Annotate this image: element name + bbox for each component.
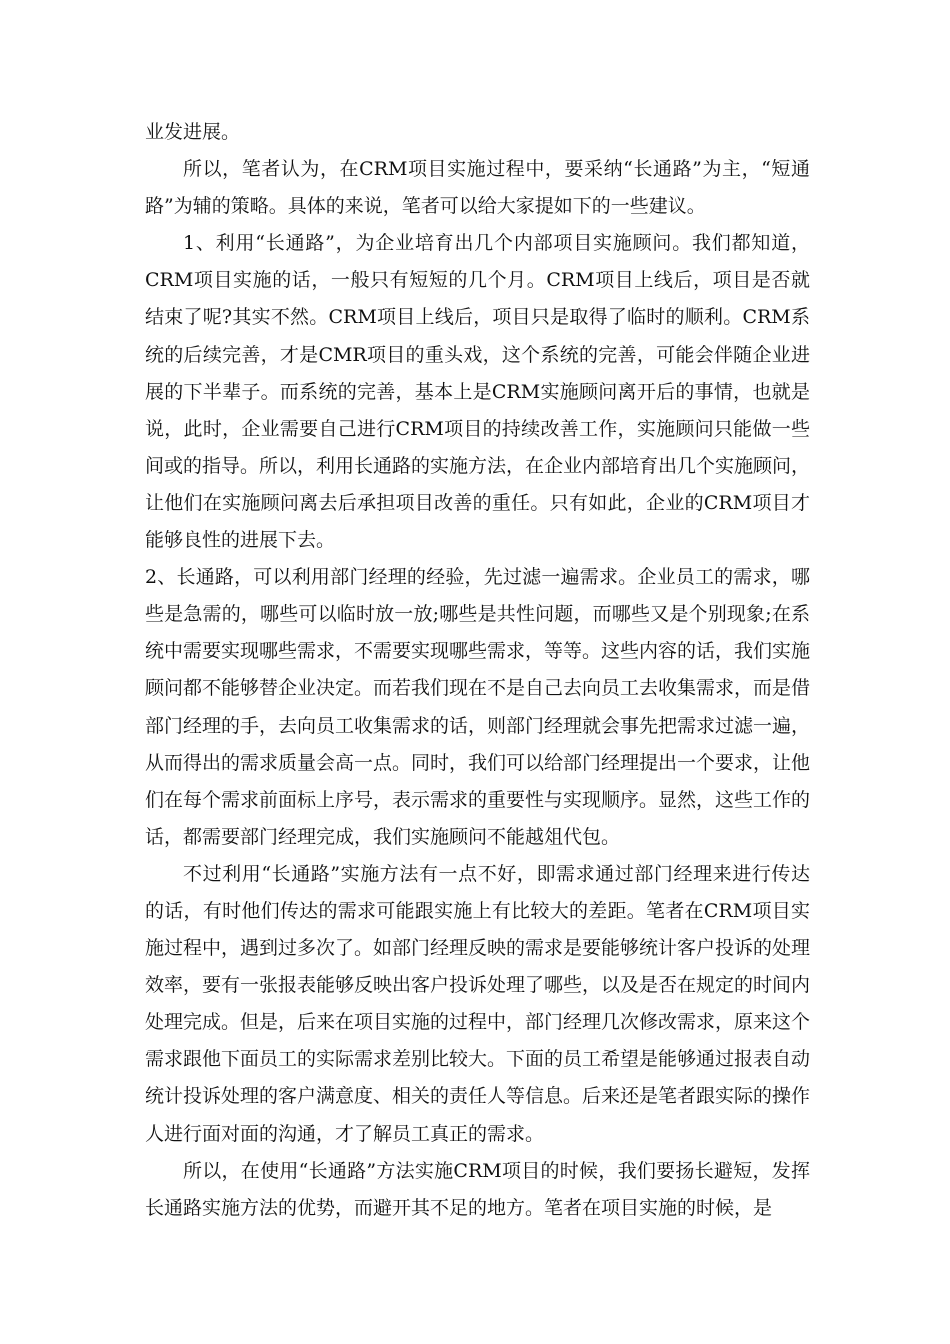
paragraph-continuation: 业发进展。 [145,121,241,143]
paragraph-strategy-intro: 所以，笔者认为，在CRM项目实施过程中，要采纳“长通路”为主，“短通路”为辅的策略。具体的来说，笔者可以给大家提如下的一些建议。 [145,158,810,218]
document-body [145,114,810,1227]
paragraph-suggestion-1: 1、利用“长通路”，为企业培育出几个内部项目实施顾问。我们都知道，CRM项目实施的话，一般只有短短的几个月。CRM项目上线后，项目是否就结束了呢?其实不然。CRM项目上线后，项目只是取得了临时的顺利。CRM系统的后续完善，才是CMR项目的重头戏，这个系统的完善，可能会伴随企业进展的下半辈子。而系统的完善，基本上是CRM实施顾问离开后的事情，也就是说，此时，企业需要自己进行CRM项目的持续改善工作，实施顾问只能做一些间或的指导。所以，利用长通路的实施方法，在企业内部培育出几个实施顾问，让他们在实施顾问离去后承担项目改善的重任。只有如此，企业的CRM项目才能够良性的进展下去。 [145,232,811,552]
paragraph-suggestion-2: 2、长通路，可以利用部门经理的经验，先过滤一遍需求。企业员工的需求，哪些是急需的，哪些可以临时放一放;哪些是共性问题，而哪些又是个别现象;在系统中需要实现哪些需求，不需要实现哪些需求，等等。这些内容的话，我们实施顾问都不能够替企业决定。而若我们现在不是自己去向员工去收集需求，而是借部门经理的手，去向员工收集需求的话，则部门经理就会事先把需求过滤一遍，从而得出的需求质量会高一点。同时，我们可以给部门经理提出一个要求，让他们在每个需求前面标上序号，表示需求的重要性与实现顺序。显然，这些工作的话，都需要部门经理完成，我们实施顾问不能越俎代包。 [145,566,811,848]
paragraph-conclusion: 所以，在使用“长通路”方法实施CRM项目的时候，我们要扬长避短，发挥长通路实施方法的优势，而避开其不足的地方。笔者在项目实施的时候，是 [145,1159,810,1219]
paragraph-drawback: 不过利用“长通路”实施方法有一点不好，即需求通过部门经理来进行传达的话，有时他们传达的需求可能跟实施上有比较大的差距。笔者在CRM项目实施过程中，遇到过多次了。如部门经理反映的需求是要能够统计客户投诉的处理效率，要有一张报表能够反映出客户投诉处理了哪些，以及是否在规定的时间内处理完成。但是，后来在项目实施的过程中，部门经理几次修改需求，原来这个需求跟他下面员工的实际需求差别比较大。下面的员工希望是能够通过报表自动统计投诉处理的客户满意度、相关的责任人等信息。后来还是笔者跟实际的操作人进行面对面的沟通，才了解员工真正的需求。 [145,862,811,1145]
